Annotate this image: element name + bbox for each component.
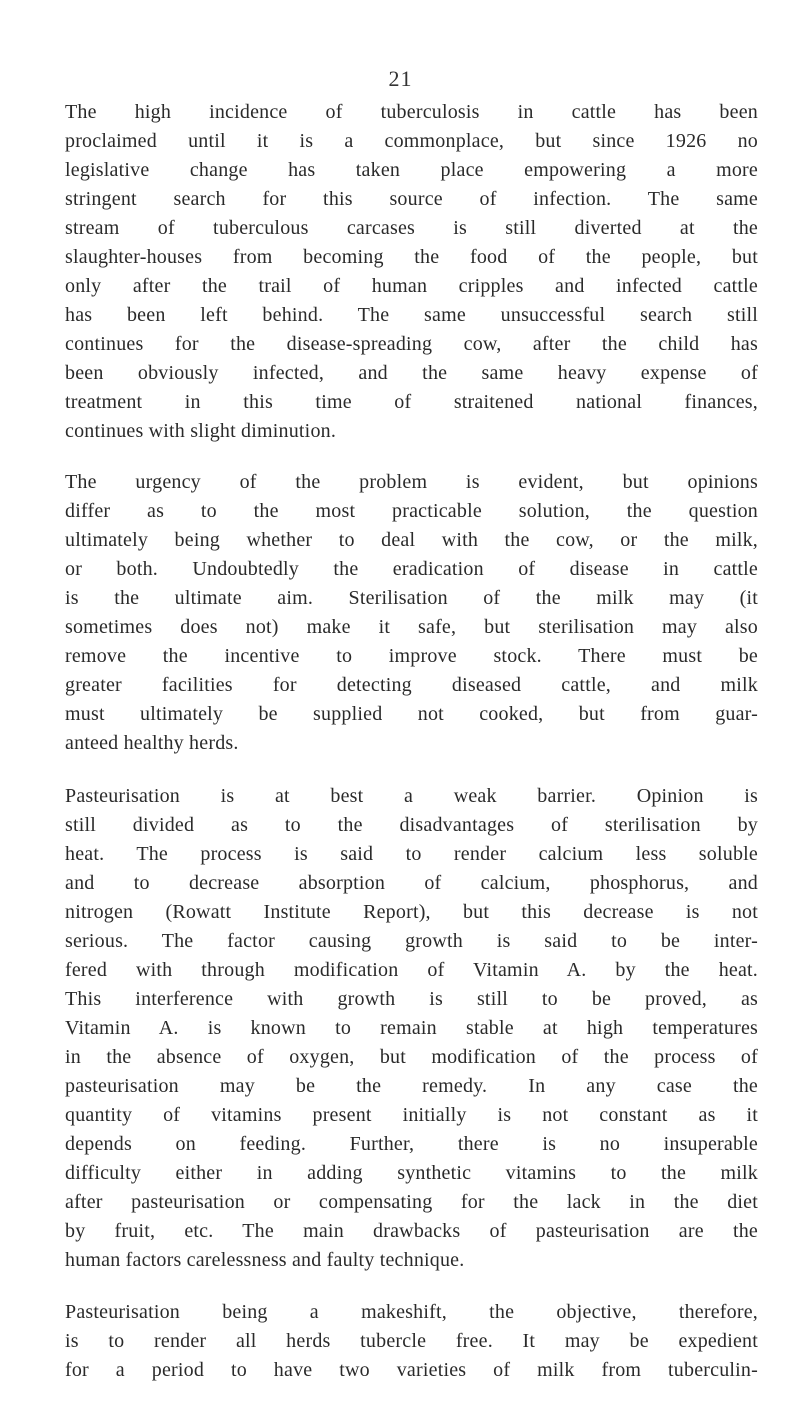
text-line: is the ultimate aim. Sterilisation of the milk may (it xyxy=(65,587,758,609)
text-line: anteed healthy herds. xyxy=(65,732,239,754)
text-line: or both. Undoubtedly the eradication of disease in cattle xyxy=(65,558,758,580)
text-line: continues with slight diminution. xyxy=(65,420,337,442)
page-number: 21 xyxy=(388,66,413,91)
text-line: slaughter-houses from becoming the food of the people, but xyxy=(65,246,758,268)
text-line: must ultimately be supplied not cooked, but from guar- xyxy=(65,703,758,725)
text-line: The high incidence of tuberculosis in cattle has been xyxy=(65,101,758,123)
text-line: differ as to the most practicable solution, the question xyxy=(65,500,758,522)
text-line: stringent search for this source of infection. The same xyxy=(65,188,758,210)
text-line: human factors carelessness and faulty technique. xyxy=(65,1249,465,1271)
text-line: The urgency of the problem is evident, but opinions xyxy=(65,471,758,493)
text-line: serious. The factor causing growth is said to be inter- xyxy=(65,930,758,952)
text-line: This interference with growth is still to be proved, as xyxy=(65,988,758,1010)
text-line: fered with through modification of Vitamin A. by the heat. xyxy=(65,959,758,981)
text-line: ultimately being whether to deal with the cow, or the milk, xyxy=(65,529,758,551)
text-line: Pasteurisation is at best a weak barrier. Opinion is xyxy=(65,785,758,807)
paragraph-2 xyxy=(65,468,758,758)
text-line: Pasteurisation being a makeshift, the objective, therefore, xyxy=(65,1301,758,1323)
text-line: heat. The process is said to render calcium less soluble xyxy=(65,843,758,865)
text-line: greater facilities for detecting diseased cattle, and milk xyxy=(65,674,758,696)
text-line: for a period to have two varieties of milk from tuberculin- xyxy=(65,1359,758,1381)
text-line: been obviously infected, and the same heavy expense of xyxy=(65,362,758,384)
text-line: has been left behind. The same unsuccessful search still xyxy=(65,304,758,326)
paragraph-3 xyxy=(65,782,758,1275)
text-line: after pasteurisation or compensating for the lack in the diet xyxy=(65,1191,758,1213)
text-line: is to render all herds tubercle free. It may be expedient xyxy=(65,1330,758,1352)
text-line: only after the trail of human cripples and infected cattle xyxy=(65,275,758,297)
text-line: continues for the disease-spreading cow, after the child has xyxy=(65,333,758,355)
paragraph-4 xyxy=(65,1298,758,1385)
text-line: legislative change has taken place empowering a more xyxy=(65,159,758,181)
paragraph-1 xyxy=(65,98,758,446)
text-line: nitrogen (Rowatt Institute Report), but this decrease is not xyxy=(65,901,758,923)
text-line: pasteurisation may be the remedy. In any case the xyxy=(65,1075,758,1097)
text-line: remove the incentive to improve stock. There must be xyxy=(65,645,758,667)
text-line: in the absence of oxygen, but modification of the process of xyxy=(65,1046,758,1068)
text-line: and to decrease absorption of calcium, phosphorus, and xyxy=(65,872,758,894)
text-line: Vitamin A. is known to remain stable at high temperatures xyxy=(65,1017,758,1039)
text-line: sometimes does not) make it safe, but sterilisation may also xyxy=(65,616,758,638)
text-line: difficulty either in adding synthetic vitamins to the milk xyxy=(65,1162,758,1184)
text-line: depends on feeding. Further, there is no insuperable xyxy=(65,1133,758,1155)
text-line: by fruit, etc. The main drawbacks of pasteurisation are the xyxy=(65,1220,758,1242)
body-text xyxy=(65,98,758,1409)
text-line: treatment in this time of straitened national finances, xyxy=(65,391,758,413)
text-line: proclaimed until it is a commonplace, but since 1926 no xyxy=(65,130,758,152)
text-line: stream of tuberculous carcases is still diverted at the xyxy=(65,217,758,239)
text-line: quantity of vitamins present initially is not constant as it xyxy=(65,1104,758,1126)
text-line: still divided as to the disadvantages of sterilisation by xyxy=(65,814,758,836)
